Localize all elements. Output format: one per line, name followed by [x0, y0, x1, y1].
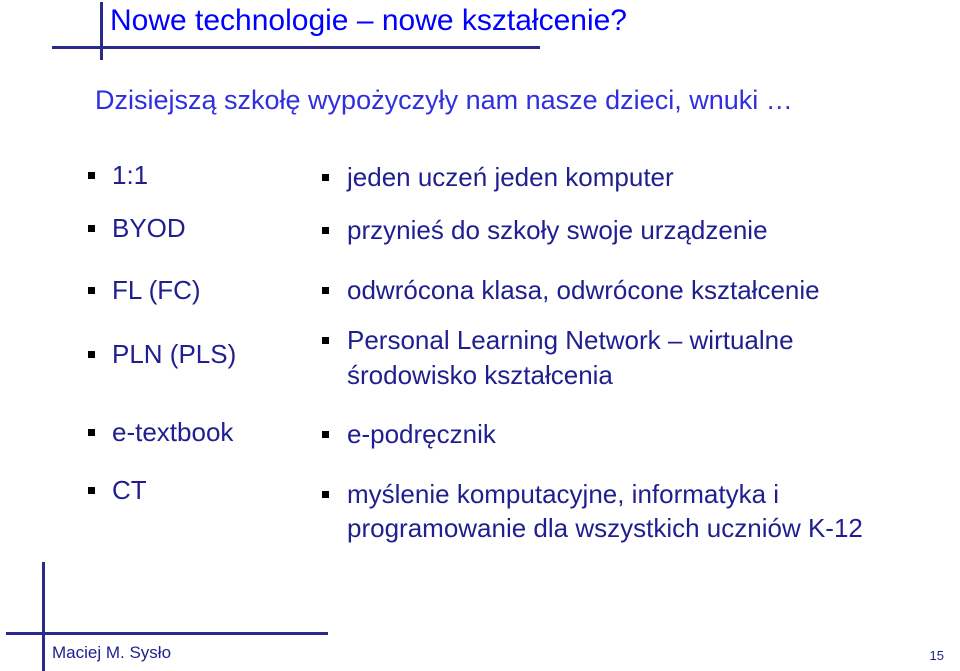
bullet-icon — [322, 227, 329, 234]
bullet-icon — [88, 287, 95, 294]
bullet-icon — [322, 491, 329, 498]
term-label: PLN (PLS) — [112, 339, 237, 369]
bullet-icon — [322, 431, 329, 438]
top-horizontal-line — [52, 46, 540, 49]
description-label-continued: środowisko kształcenia — [347, 360, 613, 390]
slide-subtitle: Dzisiejszą szkołę wypożyczyły nam nasze dzieci, wnuki … — [95, 85, 793, 115]
top-vertical-line — [100, 2, 103, 60]
bullet-icon — [88, 429, 95, 436]
bullet-icon — [88, 172, 95, 179]
description-label: jeden uczeń jeden komputer — [347, 162, 674, 192]
slide-title: Nowe technologie – nowe kształcenie? — [110, 4, 627, 37]
bullet-icon — [88, 351, 95, 358]
bullet-icon — [88, 487, 95, 494]
bottom-vertical-line — [42, 562, 45, 671]
term-label: 1:1 — [112, 160, 149, 190]
bullet-icon — [88, 225, 95, 232]
page-number: 15 — [929, 648, 944, 663]
description-label: myślenie komputacyjne, informatyka i — [347, 479, 780, 509]
bullet-icon — [322, 287, 329, 294]
footer-author: Maciej M. Sysło — [52, 643, 172, 662]
description-label: odwrócona klasa, odwrócone kształcenie — [347, 275, 820, 305]
description-label: przynieś do szkoły swoje urządzenie — [347, 215, 768, 245]
description-label: e-podręcznik — [347, 419, 496, 449]
term-label: FL (FC) — [112, 275, 201, 305]
term-label: BYOD — [112, 213, 186, 243]
description-label: Personal Learning Network – wirtualne — [347, 325, 794, 355]
bullet-icon — [322, 174, 329, 181]
bottom-horizontal-line — [6, 632, 328, 635]
term-label: CT — [112, 475, 147, 505]
term-label: e-textbook — [112, 417, 234, 447]
bullet-icon — [322, 337, 329, 344]
description-label-continued: programowanie dla wszystkich uczniów K-12 — [347, 513, 863, 543]
